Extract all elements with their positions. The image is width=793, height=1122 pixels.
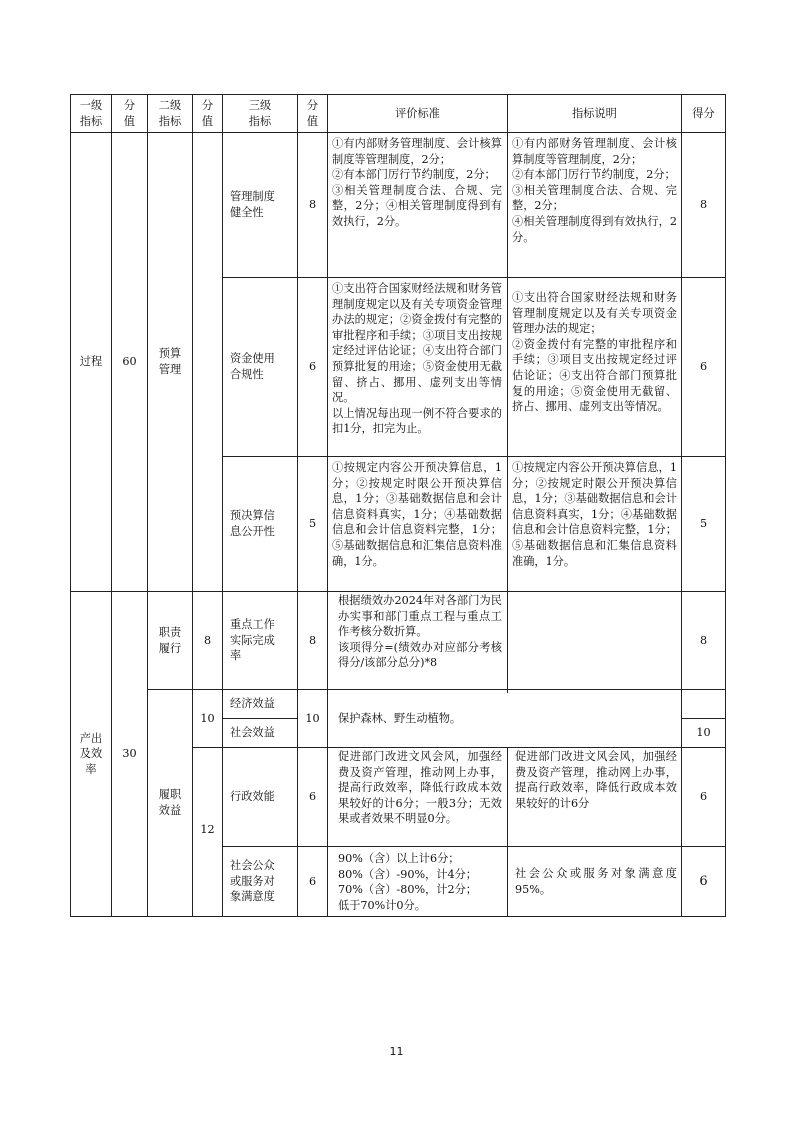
points-value: 6 [699, 790, 708, 804]
points-value: 10 [696, 726, 711, 740]
criteria-text: 90%（含）以上计6分； 80%（含）-90%，计4分； 70%（含）-80%，计2分； 低于70%计0分。 [338, 852, 477, 912]
header-points: 得分 [692, 106, 715, 120]
duty-level2: 职责 履行 [158, 625, 182, 655]
indicator-name: 资金使用 合规性 [230, 352, 275, 381]
explanation-text: ①按规定内容公开预决算信息，1分；②按规定时限公开预决算信息，1分；③基础数据信息和会计信息资料真实，1分；④基础数据信息和会计信息资料完整，1分；⑤基础数据信息和汇集信息资料准确，1分。 [512, 461, 677, 568]
points-value: 8 [699, 633, 708, 647]
output-score1: 30 [122, 747, 137, 761]
header-criteria: 评价标准 [395, 106, 440, 120]
indicator-score: 6 [308, 360, 317, 374]
indicator-score: 10 [305, 711, 320, 725]
process-level2: 预算 管理 [158, 347, 182, 376]
indicator-score: 8 [308, 633, 317, 647]
indicator-score: 6 [308, 790, 317, 804]
page-number: 11 [389, 1045, 404, 1058]
header-score1: 分 值 [123, 98, 136, 128]
criteria-text: 保护森林、野生动植物。 [338, 711, 462, 725]
process-score1: 60 [122, 355, 137, 369]
process-level1: 过程 [79, 355, 103, 369]
explanation-text: ①有内部财务管理制度、会计核算制度等管理制度，2分； ②有本部门厉行节约制度，2分； ③相关管理制度合法、合规、完整，2分； ④相关管理制度得到有效执行，2分。 [512, 137, 677, 244]
table-border-bottom [70, 916, 726, 917]
duty-score2: 8 [203, 633, 212, 647]
indicator-name: 管理制度 健全性 [230, 190, 275, 219]
header-level2: 二级 指标 [158, 98, 182, 128]
indicator-name: 重点工作 实际完成 率 [230, 618, 275, 663]
header-level1: 一级 指标 [79, 98, 103, 128]
perf-score2-effect: 12 [200, 823, 215, 836]
criteria-text: 根据绩效办2024年对各部门为民办实事和部门重点工程与重点工作考核分数折算。 该项得分=(绩效办对应部分考核得分/该部分总分)*8 [338, 594, 502, 670]
indicator-score: 8 [308, 198, 317, 212]
explanation-text: ①支出符合国家财经法规和财务管理制度规定以及有关专项资金管理办法的规定； ②资金拨付有完整的审批程序和手续；③项目支出按规定经过评估论证；④支出符合部门预算批复的用途；⑤资金使用无截留、挤占、挪用、虚列支出等情况。 [512, 291, 677, 414]
indicator-name: 社会效益 [230, 726, 275, 740]
indicator-name: 社会公众 或服务对 象满意度 [230, 859, 275, 904]
explanation-text: 促进部门改进文风会风，加强经费及资产管理，推动网上办事，提高行政效率，降低行政成本效果较好的计6分 [515, 750, 677, 810]
header-score2: 分 值 [201, 98, 214, 128]
indicator-score: 6 [308, 874, 317, 888]
header-explanation: 指标说明 [572, 106, 617, 120]
criteria-text: 促进部门改进文风会风，加强经费及资产管理，推动网上办事，提高行政效率，降低行政成本效果较好的计6分；一般3分；无效果或者效果不明显0分。 [338, 750, 502, 826]
criteria-text: ①按规定内容公开预决算信息，1分；②按规定时限公开预决算信息，1分；③基础数据信息和会计信息资料真实，1分；④基础数据信息和会计信息资料完整，1分；⑤基础数据信息和汇集信息资料准确，1分。 [332, 461, 502, 568]
criteria-text: ①支出符合国家财经法规和财务管理制度规定以及有关专项资金管理办法的规定；②资金拨付有完整的审批程序和手续；③项目支出按规定经过评估论证；④支出符合部门预算批复的用途；⑤资金使用无截留、挤占、挪用、虚列支出等情况。 以上情况每出现一例不符合要求的扣1分，扣完为止。 [332, 282, 502, 436]
perf-score2-benefit: 10 [200, 711, 215, 725]
points-value: 6 [699, 873, 708, 889]
points-value: 6 [699, 360, 708, 374]
indicator-name: 经济效益 [230, 697, 275, 711]
points-value: 8 [699, 198, 708, 212]
criteria-text: ①有内部财务管理制度、会计核算制度等管理制度，2分； ②有本部门厉行节约制度，2分； ③相关管理制度合法、合规、完整，2分；④相关管理制度得到有效执行，2分。 [332, 137, 502, 228]
perf-level2: 履职 效益 [158, 788, 182, 817]
indicator-name: 预决算信 息公开性 [230, 509, 275, 538]
header-level3: 三级 指标 [248, 98, 272, 128]
indicator-score: 5 [308, 517, 317, 531]
output-level1: 产出 及效 率 [79, 731, 103, 776]
explanation-text: 社会公众或服务对象满意度95%。 [515, 866, 677, 896]
indicator-name: 行政效能 [230, 790, 275, 804]
header-score3: 分 值 [306, 98, 319, 128]
table-border-right [725, 94, 726, 917]
points-value: 5 [699, 517, 708, 531]
